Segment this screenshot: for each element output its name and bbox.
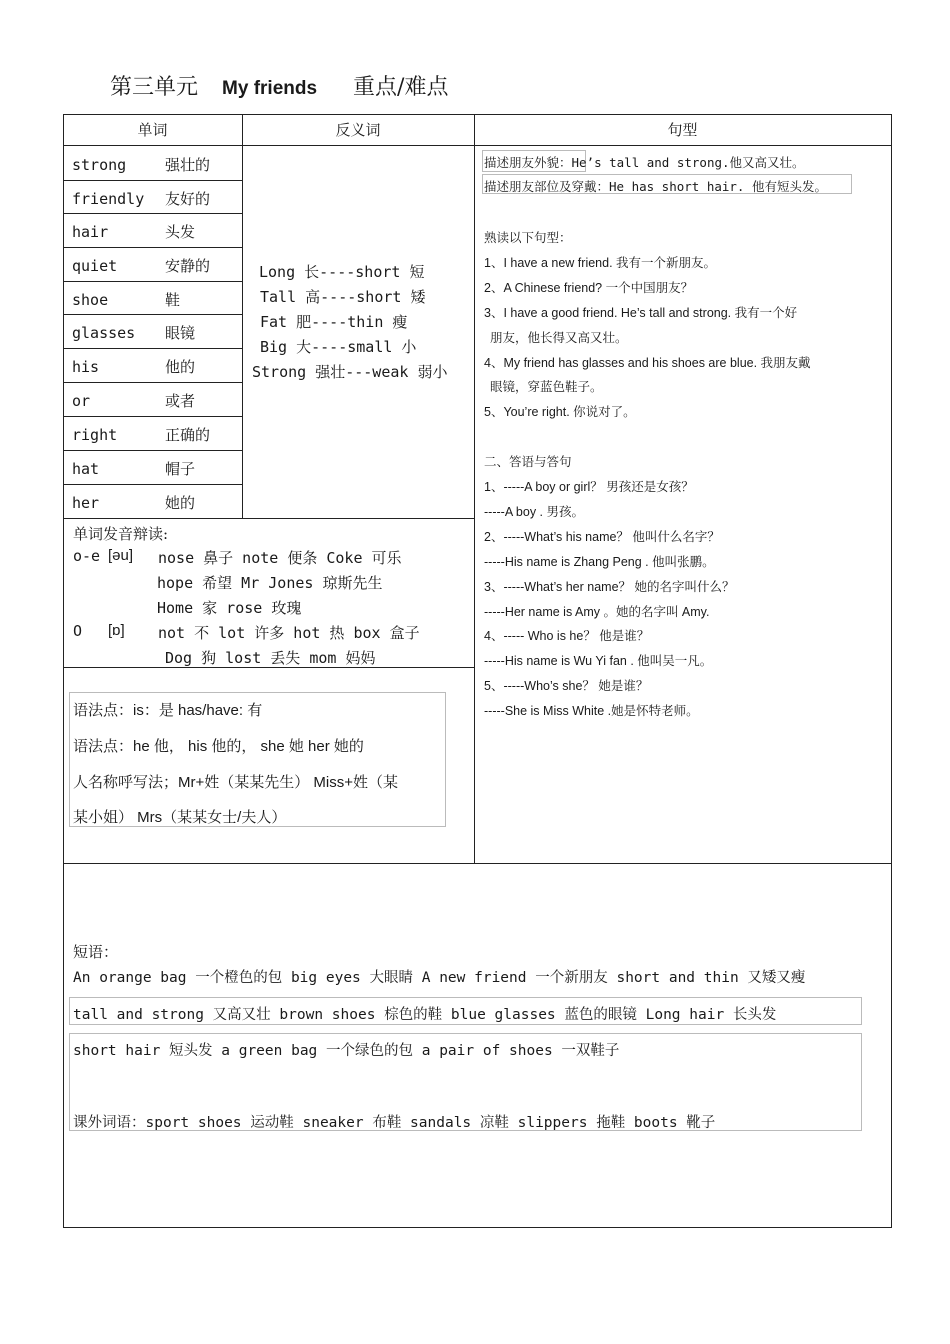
read-sentence: 3、I have a good friend. He’s tall and strong. 我有一个好: [484, 306, 798, 320]
read-sentence: 朋友，他长得又高又壮。: [490, 331, 628, 345]
qa-item: 4、----- Who is he？ 他是谁？: [484, 629, 650, 643]
vocab-row: shoe 鞋: [72, 291, 181, 309]
read-sentence: 2、A Chinese friend? 一个中国朋友？: [484, 281, 694, 295]
qa-item: 1、-----A boy or girl？ 男孩还是女孩？: [484, 480, 694, 494]
phonics-row: nose 鼻子 note 便条 Coke 可乐: [158, 549, 402, 567]
describe-appearance: 描述朋友外貌：He’s tall and strong.他又高又壮。: [484, 155, 805, 170]
qa-item: 3、-----What’s her name？ 她的名字叫什么？: [484, 580, 735, 594]
extra-words: 课外词语：sport shoes 运动鞋 sneaker 布鞋 sandals 凉鞋 slippers 拖鞋 boots 靴子: [73, 1115, 716, 1131]
qa-item: 5、-----Who’s she？ 她是谁？: [484, 679, 649, 693]
phonics-o-ipa: [ɒ]: [108, 622, 125, 639]
vocab-row: his 他的: [72, 358, 196, 376]
vocab-row: friendly 友好的: [72, 190, 211, 208]
antonym-item: Long 长----short 短: [259, 263, 425, 281]
vocab-row: quiet 安静的: [72, 257, 211, 275]
vocab-row: or 或者: [72, 392, 196, 410]
unit-topic: My friends: [222, 78, 318, 99]
qa-item: -----His name is Zhang Peng . 他叫张鹏。: [484, 555, 715, 569]
qa-item: -----A boy . 男孩。: [484, 505, 585, 519]
vocab-row: hat 帽子: [72, 460, 196, 478]
qa-item: -----His name is Wu Yi fan . 他叫吴一凡。: [484, 654, 713, 668]
grammar-item: 语法点：is：是 has/have: 有: [73, 702, 263, 719]
read-sentence: 眼镜，穿蓝色鞋子。: [490, 380, 603, 394]
phonics-row: not 不 lot 许多 hot 热 box 盒子: [158, 624, 420, 642]
qa-item: 2、-----What’s his name？ 他叫什么名字？: [484, 530, 720, 544]
describe-wear: 描述朋友部位及穿戴：He has short hair. 他有短头发。: [484, 179, 827, 194]
read-sentence: 5、You’re right. 你说对了。: [484, 405, 636, 419]
header-antonyms: 反义词: [335, 121, 381, 139]
phonics-o-e-label: o-e: [73, 547, 101, 565]
phrase-line: short hair 短头发 a green bag 一个绿色的包 a pair of shoes 一双鞋子: [73, 1043, 620, 1059]
phonics-row: Home 家 rose 玫瑰: [157, 599, 302, 617]
vocab-row: strong 强壮的: [72, 156, 211, 174]
phonics-title: 单词发音辩读:: [73, 525, 169, 543]
grammar-item: 某小姐） Mrs（某某女士/夫人）: [73, 809, 287, 826]
phrase-line: tall and strong 又高又壮 brown shoes 棕色的鞋 blue glasses 蓝色的眼镜 Long hair 长头发: [73, 1007, 777, 1023]
header-words: 单词: [137, 121, 168, 139]
antonym-item: Fat 肥----thin 瘦: [260, 313, 408, 331]
phonics-o-e-ipa: [əu]: [108, 547, 134, 564]
grammar-item: 语法点：he 他， his 他的， she 她 her 她的: [73, 738, 364, 755]
vocab-row: hair 头发: [72, 223, 196, 241]
phonics-row: hope 希望 Mr Jones 琼斯先生: [157, 574, 383, 592]
qa-item: -----She is Miss White .她是怀特老师。: [484, 704, 699, 718]
focus-label: 重点/难点: [353, 75, 449, 100]
phonics-o-label: O: [73, 622, 83, 640]
header-sentences: 句型: [667, 121, 698, 139]
antonym-item: Tall 高----short 矮: [260, 288, 426, 306]
vocab-row: right 正确的: [72, 426, 211, 444]
read-sentence: 4、My friend has glasses and his shoes are blue. 我朋友戴: [484, 356, 811, 370]
qa-title: 二、答语与答句: [484, 454, 572, 469]
vocab-row: her 她的: [72, 494, 196, 512]
unit-label: 第三单元: [110, 75, 199, 100]
grammar-item: 人名称呼写法；Mr+姓（某某先生） Miss+姓（某: [73, 774, 399, 791]
page-title: [110, 70, 448, 101]
antonym-item: Big 大----small 小: [260, 338, 417, 356]
vocab-row: glasses 眼镜: [72, 324, 196, 342]
phrase-line: An orange bag 一个橙色的包 big eyes 大眼睛 A new friend 一个新朋友 short and thin 又矮又瘦: [73, 970, 806, 986]
phonics-row: Dog 狗 lost 丢失 mom 妈妈: [165, 649, 376, 667]
read-sentence: 1、I have a new friend. 我有一个新朋友。: [484, 256, 717, 270]
phrases-title: 短语：: [73, 943, 119, 961]
read-title: 熟读以下句型：: [484, 230, 572, 245]
qa-item: -----Her name is Amy 。她的名字叫 Amy.: [484, 605, 710, 619]
antonym-item: Strong 强壮---weak 弱小: [252, 363, 448, 381]
